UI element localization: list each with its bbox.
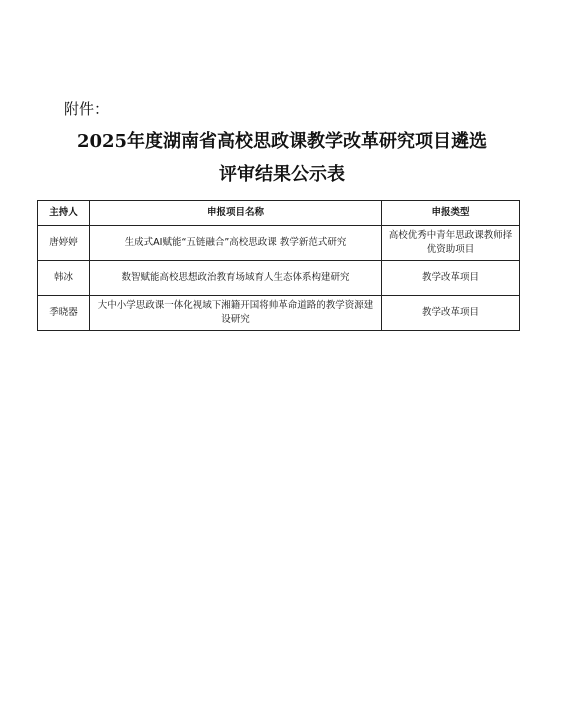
table-row (38, 296, 520, 331)
cell-application-type: 教学改革项目 (382, 296, 520, 331)
cell-project-name: 数智赋能高校思想政治教育场域育人生态体系构建研究 (90, 261, 382, 296)
results-table (37, 200, 520, 331)
cell-host: 唐婷婷 (38, 226, 90, 261)
table-header-row (38, 201, 520, 226)
table-row (38, 261, 520, 296)
header-application-type: 申报类型 (382, 201, 520, 226)
cell-project-name: 生成式AI赋能“五链融合”高校思政课 教学新范式研究 (90, 226, 382, 261)
header-project-name: 申报项目名称 (90, 201, 382, 226)
cell-project-name: 大中小学思政课一体化视域下湘籍开国将帅革命道路的教学资源建设研究 (90, 296, 382, 331)
attachment-label: 附件： (64, 100, 110, 118)
cell-host: 季晓器 (38, 296, 90, 331)
table-row (38, 226, 520, 261)
document-title-line-1: 2025年度湖南省高校思政课教学改革研究项目遴选 (76, 131, 488, 152)
document-title-line-2: 评审结果公示表 (219, 164, 345, 185)
cell-application-type: 教学改革项目 (382, 261, 520, 296)
cell-application-type: 高校优秀中青年思政课教师择优资助项目 (382, 226, 520, 261)
header-host: 主持人 (38, 201, 90, 226)
cell-host: 韩冰 (38, 261, 90, 296)
